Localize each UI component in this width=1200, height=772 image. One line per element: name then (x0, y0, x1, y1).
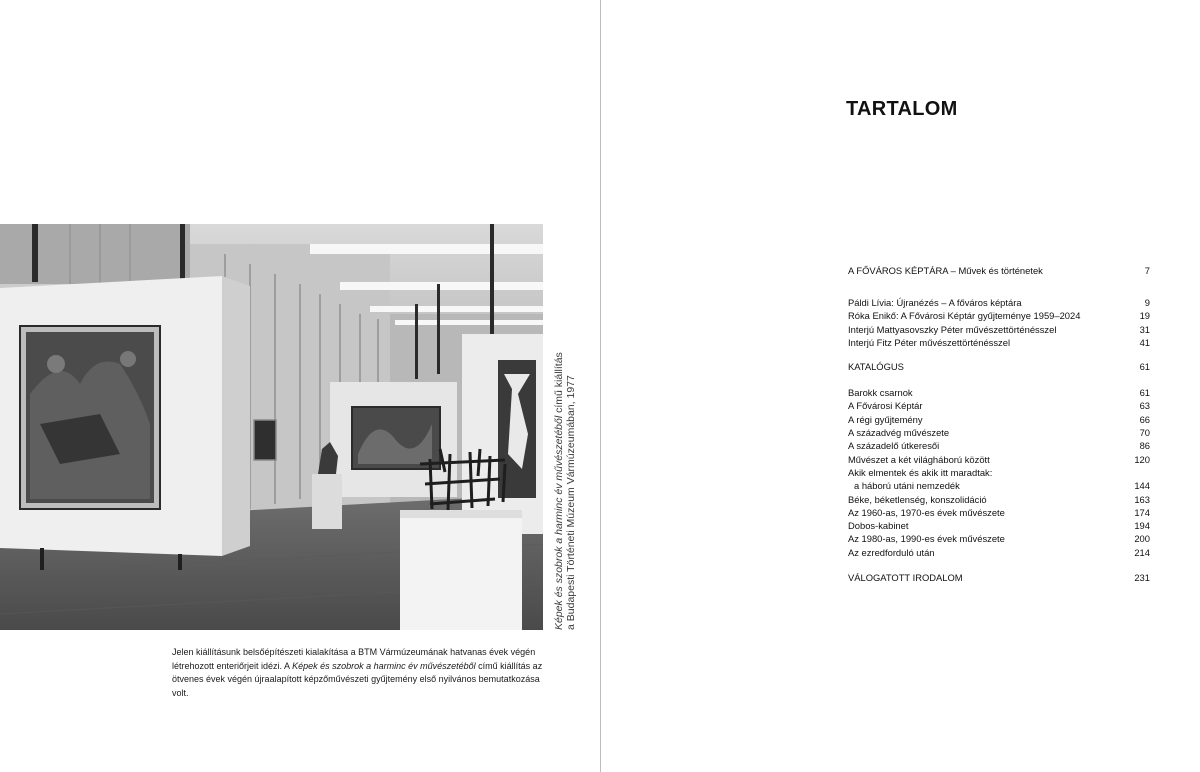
toc-page-number: 174 (1134, 506, 1150, 518)
photo-caption-line-1: Képek és szobrok a harminc év művészetéből című kiállítás (553, 352, 565, 630)
toc-row (848, 466, 1150, 479)
toc-row (848, 413, 1150, 426)
toc-page-number: 163 (1134, 493, 1150, 505)
toc-label: Béke, béketlenség, konszolidáció (848, 493, 987, 505)
toc-label: A FŐVÁROS KÉPTÁRA – Művek és történetek (848, 265, 1043, 276)
toc-page-number: 194 (1134, 520, 1150, 532)
toc-row (848, 386, 1150, 399)
toc-label: Az 1960-as, 1970-es évek művészete (848, 506, 1005, 518)
toc-label: Művészet a két világháború között (848, 453, 990, 465)
toc-label: A Fővárosi Képtár (848, 400, 923, 412)
toc-label: Akik elmentek és akik itt maradtak: (848, 466, 993, 478)
toc-row (848, 336, 1150, 349)
toc-label: A régi gyűjtemény (848, 413, 923, 425)
toc-label: A századvég művészete (848, 427, 950, 439)
toc-page-number: 61 (1139, 361, 1150, 373)
page-title: TARTALOM (846, 98, 958, 120)
toc-page-number: 63 (1139, 400, 1150, 412)
toc-row (848, 309, 1150, 322)
toc-row (848, 296, 1150, 309)
toc-label: Páldi Lívia: Újranézés – A főváros képtára (848, 297, 1022, 308)
toc-label: VÁLOGATOTT IRODALOM (848, 572, 963, 584)
toc-page-number: 120 (1134, 453, 1150, 465)
toc-row (848, 546, 1150, 559)
toc-row (848, 453, 1150, 466)
photo-vertical-caption (553, 340, 577, 630)
toc-label: Az ezredforduló után (848, 546, 935, 558)
toc-label: KATALÓGUS (848, 361, 904, 373)
toc-label: Az 1980-as, 1990-es évek művészete (848, 533, 1005, 545)
toc-row (848, 426, 1150, 439)
toc-page-number: 61 (1139, 387, 1150, 399)
toc-page-number: 144 (1134, 480, 1150, 492)
toc-label: Dobos-kabinet (848, 520, 909, 532)
toc-page-number: 19 (1139, 310, 1150, 322)
toc-row (848, 571, 1150, 585)
toc-row (848, 439, 1150, 452)
toc-page-number: 31 (1139, 323, 1150, 335)
toc-label: a háború utáni nemzedék (854, 480, 960, 492)
toc-page-number: 9 (1144, 297, 1150, 308)
toc-page-number: 200 (1134, 533, 1150, 545)
toc-row (848, 360, 1150, 374)
toc-row (848, 532, 1150, 545)
toc-label: Róka Enikő: A Fővárosi Képtár gyűjteménye 1959–2024 (848, 310, 1081, 322)
toc-page-number: 86 (1139, 440, 1150, 452)
toc-page-number: 41 (1139, 336, 1150, 348)
toc-row (848, 264, 1150, 278)
toc-page-number: 231 (1134, 572, 1150, 584)
right-page (601, 0, 1200, 772)
toc-label: Interjú Fitz Péter művészettörténésszel (848, 336, 1011, 348)
toc-label: A századelő útkeresői (848, 440, 940, 452)
photo-caption-line-2: a Budapesti Történeti Múzeum Vármúzeumában, 1977 (565, 375, 577, 630)
toc-page-number: 70 (1139, 427, 1150, 439)
photo-caption: Jelen kiállításunk belsőépítészeti kialakítása a BTM Vármúzeumának hatvanas évek végén létrehozott enteriőrjeit idézi. A Képek és szobrok a harminc év művészetéből című kiállítás az ötvenes évek végén újraalapított képzőművészeti gyűjtemény első nyilvános bemutatkozása volt. (172, 647, 543, 698)
exhibition-photo (0, 224, 543, 630)
toc-row (848, 519, 1150, 532)
toc-label: Barokk csarnok (848, 387, 913, 399)
toc-label: Interjú Mattyasovszky Péter művészettörténésszel (848, 323, 1057, 335)
toc-row (848, 399, 1150, 412)
table-of-contents (848, 264, 1150, 585)
toc-page-number: 66 (1139, 413, 1150, 425)
toc-row (848, 493, 1150, 506)
toc-page-number: 214 (1134, 546, 1150, 558)
toc-row (848, 479, 1150, 492)
toc-page-number: 7 (1144, 265, 1150, 276)
toc-row (848, 506, 1150, 519)
toc-row (848, 323, 1150, 336)
